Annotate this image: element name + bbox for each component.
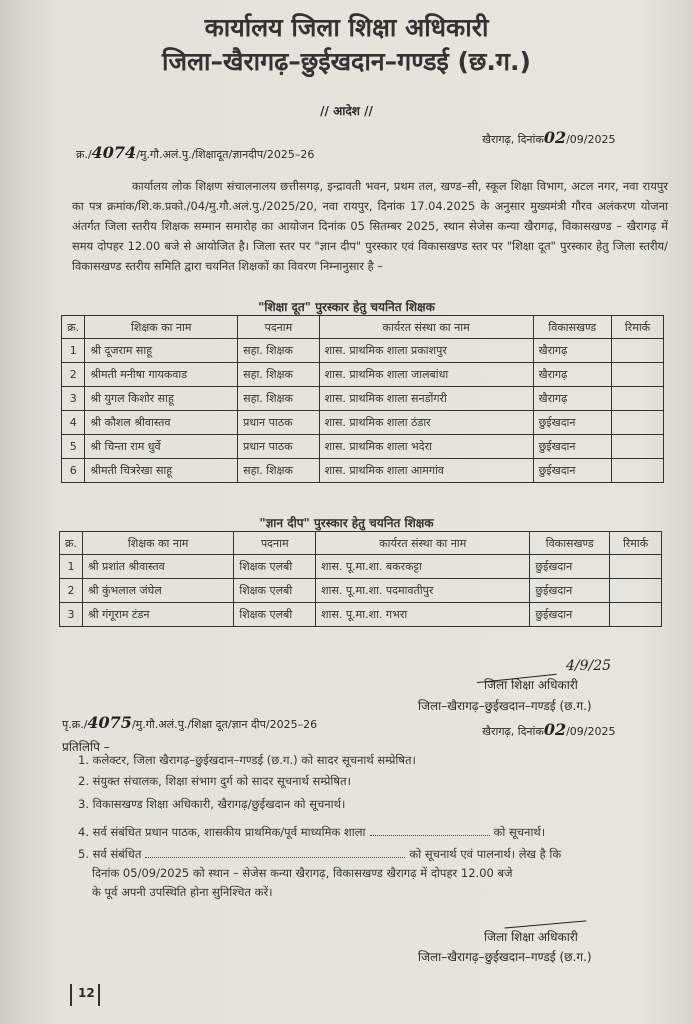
- endorsement-month-year: /09/2025: [566, 725, 616, 738]
- table1-header-cell: कार्यरत संस्था का नाम: [319, 316, 533, 339]
- signature2-designation: जिला शिक्षा अधिकारी: [484, 930, 578, 944]
- table-cell: शास. पू.मा.शा. गभरा: [316, 603, 530, 627]
- ref-number-handwritten: 4074: [91, 143, 137, 162]
- table-cell: छुईखदान: [530, 603, 610, 627]
- table-cell: [610, 579, 662, 603]
- order-body-paragraph: कार्यालय लोक शिक्षण संचालनालय छत्तीसगढ़, इन्द्रावती भवन, प्रथम तल, खण्ड–सी, स्कूल शिक्षा विभाग, अटल नगर, नवा रायपुर का पत्र क्रमांक/शि.क.प्रको./04/मु.गौ.अलं.पु./2025/20, नवा रायपुर, दिनांक 17.04.2025 के अनुसार मुख्यमंत्री गौरव अलंकरण योजना अंतर्गत जिला स्तरीय शिक्षक सम्मान समारोह का आयोजन दिनांक 05 सितम्बर 2025, स्थान सेजेस कन्या खैरागढ़, विकासखण्ड – खैरागढ़ में समय दोपहर 12.00 बजे से आयोजित है। जिला स्तर पर "ज्ञान दीप" पुरस्कार एवं विकासखण्ड स्तर पर "शिक्षा दूत" पुरस्कार हेतु जिला स्तरीय/विकासखण्ड स्तरीय समिति द्वारा चयनित शिक्षकों का विवरण निम्नानुसार है –: [72, 179, 668, 273]
- copy-item-4: [78, 825, 545, 840]
- table-cell: खैरागढ़: [533, 339, 611, 363]
- table-row: [60, 555, 662, 579]
- copy-label: प्रतिलिपि –: [62, 740, 110, 754]
- ref-day-handwritten: 02: [543, 128, 567, 147]
- table-cell: [612, 387, 664, 411]
- table-cell: श्रीमती चित्ररेखा साहू: [85, 459, 238, 483]
- table-cell: शास. प्राथमिक शाला प्रकाशपुर: [319, 339, 533, 363]
- table1-header-cell: क्र.: [62, 316, 85, 339]
- table-cell: सहा. शिक्षक: [238, 363, 319, 387]
- table-cell: [612, 411, 664, 435]
- endorsement-number: [62, 713, 317, 732]
- endorsement-date: [482, 720, 616, 739]
- page-number: 12: [78, 986, 95, 1000]
- copy4-blank-line: [370, 825, 490, 836]
- table-cell: छुईखदान: [533, 411, 611, 435]
- table-cell: शास. प्राथमिक शाला आमगांव: [319, 459, 533, 483]
- copy-item-5: [78, 847, 561, 862]
- table2-header-cell: कार्यरत संस्था का नाम: [316, 532, 530, 555]
- copy5-tail: को सूचनार्थ एवं पालनार्थ। लेख है कि: [409, 847, 562, 861]
- table2-body: [60, 555, 662, 627]
- table-cell: छुईखदान: [530, 555, 610, 579]
- table-row: [62, 339, 664, 363]
- district-heading: जिला–खैरागढ़–छुईखदान–गण्डई (छ.ग.): [162, 47, 531, 76]
- table-cell: श्री कौशल श्रीवास्तव: [85, 411, 238, 435]
- table2-header-cell: क्र.: [60, 532, 83, 555]
- copy-item-2: 2. संयुक्त संचालक, शिक्षा संभाग दुर्ग को सादर सूचनार्थ सम्प्रेषित।: [78, 774, 351, 788]
- table-cell: 4: [62, 411, 85, 435]
- table-cell: 5: [62, 435, 85, 459]
- table-cell: [612, 339, 664, 363]
- copy-item-3: 3. विकासखण्ड शिक्षा अधिकारी, खैरागढ़/छुईखदान को सूचनार्थ।: [78, 797, 346, 811]
- table-cell: [612, 435, 664, 459]
- footer-rule-right: [98, 984, 100, 1006]
- table2-caption: "ज्ञान दीप" पुरस्कार हेतु चयनित शिक्षक: [259, 516, 434, 530]
- office-heading: कार्यालय जिला शिक्षा अधिकारी: [204, 13, 489, 42]
- table-cell: शास. प्राथमिक शाला ठंडार: [319, 411, 533, 435]
- table-cell: श्री गंगूराम टंडन: [82, 603, 233, 627]
- table2-header-cell: रिमार्क: [610, 532, 662, 555]
- table-cell: श्री प्रशांत श्रीवास्तव: [82, 555, 233, 579]
- table2-header-cell: विकासखण्ड: [530, 532, 610, 555]
- copy4-tail: को सूचनार्थ।: [493, 825, 546, 839]
- table-cell: प्रधान पाठक: [238, 411, 319, 435]
- table-cell: शास. प्राथमिक शाला सनडोंगरी: [319, 387, 533, 411]
- table-cell: शास. प्राथमिक शाला जालबांधा: [319, 363, 533, 387]
- copy5-blank-line: [145, 847, 405, 858]
- signature1-district: जिला–खैरागढ़–छुईखदान–गण्डई (छ.ग.): [418, 699, 592, 713]
- table-cell: सहा. शिक्षक: [238, 387, 319, 411]
- table-cell: [612, 459, 664, 483]
- table-cell: शिक्षक एलबी: [234, 579, 316, 603]
- endorsement-day-handwritten: 02: [543, 720, 567, 739]
- table-row: [62, 411, 664, 435]
- table-cell: श्री कुंभलाल जंघेल: [82, 579, 233, 603]
- table1-header-cell: रिमार्क: [612, 316, 664, 339]
- table-cell: [610, 555, 662, 579]
- ref-prefix: क्र./: [76, 148, 92, 161]
- table-cell: छुईखदान: [530, 579, 610, 603]
- copy5-line3: के पूर्व अपनी उपस्थिति होना सुनिश्चित करें।: [92, 885, 273, 899]
- table-cell: 1: [60, 555, 83, 579]
- table-cell: शास. प्राथमिक शाला भदेरा: [319, 435, 533, 459]
- table-cell: श्री चिन्ता राम धुर्वे: [85, 435, 238, 459]
- table-cell: शिक्षक एलबी: [234, 555, 316, 579]
- copy5-text: 5. सर्व संबंधित: [78, 847, 142, 861]
- table-cell: श्री दूजराम साहू: [85, 339, 238, 363]
- copy5-line2: दिनांक 05/09/2025 को स्थान – सेजेस कन्या खैरागढ़, विकासखण्ड खैरागढ़ में दोपहर 12.00 बजे: [92, 866, 513, 880]
- table-row: [62, 363, 664, 387]
- table-cell: [612, 363, 664, 387]
- table-cell: 2: [62, 363, 85, 387]
- ref-date: [482, 128, 616, 147]
- ref-path: /मु.गौ.अलं.पु./शिक्षादूत/ज्ञानदीप/2025–26: [136, 148, 315, 161]
- table-cell: छुईखदान: [533, 435, 611, 459]
- signature1-scribble: 4/9/25: [566, 658, 612, 674]
- table-cell: 6: [62, 459, 85, 483]
- gyan-deep-table: [59, 531, 662, 627]
- copy-item-1: 1. कलेक्टर, जिला खैरागढ़–छुईखदान–गण्डई (छ.ग.) को सादर सूचनार्थ सम्प्रेषित।: [78, 753, 416, 767]
- table-cell: 1: [62, 339, 85, 363]
- table-cell: शिक्षक एलबी: [234, 603, 316, 627]
- shiksha-doot-table: [61, 315, 664, 483]
- footer-rule-left: [70, 984, 72, 1006]
- table1-header-cell: शिक्षक का नाम: [85, 316, 238, 339]
- table1-header-cell: पदनाम: [238, 316, 319, 339]
- table2-header-row: [60, 532, 662, 555]
- table-cell: शास. पू.मा.शा. पदमावतीपुर: [316, 579, 530, 603]
- signature2-stroke: [504, 910, 587, 928]
- endorsement-prefix: पृ.क्र./: [62, 718, 88, 731]
- copy4-text: 4. सर्व संबंधित प्रधान पाठक, शासकीय प्राथमिक/पूर्व माध्यमिक शाला: [78, 825, 366, 839]
- table-cell: छुईखदान: [533, 459, 611, 483]
- table-cell: [610, 603, 662, 627]
- table-cell: श्री युगल किशोर साहू: [85, 387, 238, 411]
- signature2-district: जिला–खैरागढ़–छुईखदान–गण्डई (छ.ग.): [418, 950, 592, 964]
- endorsement-place-date: खैरागढ़, दिनांक: [482, 725, 544, 738]
- table-cell: सहा. शिक्षक: [238, 459, 319, 483]
- table-cell: खैरागढ़: [533, 363, 611, 387]
- table1-header-cell: विकासखण्ड: [533, 316, 611, 339]
- table-cell: 3: [62, 387, 85, 411]
- table-row: [60, 603, 662, 627]
- table1-caption: "शिक्षा दूत" पुरस्कार हेतु चयनित शिक्षक: [258, 300, 435, 314]
- table-row: [62, 459, 664, 483]
- order-title: // आदेश //: [320, 104, 373, 118]
- table-row: [60, 579, 662, 603]
- ref-place-date: खैरागढ़, दिनांक: [482, 133, 544, 146]
- table-row: [62, 387, 664, 411]
- endorsement-number-handwritten: 4075: [87, 713, 132, 732]
- table1-body: [62, 339, 664, 483]
- endorsement-path: /मु.गौ.अलं.पु./शिक्षा दूत/ज्ञान दीप/2025–26: [131, 718, 318, 731]
- table-cell: शास. पू.मा.शा. बकरकट्टा: [316, 555, 530, 579]
- table-cell: सहा. शिक्षक: [238, 339, 319, 363]
- table1-header-row: [62, 316, 664, 339]
- table-cell: खैरागढ़: [533, 387, 611, 411]
- table-cell: प्रधान पाठक: [238, 435, 319, 459]
- ref-month-year: /09/2025: [566, 133, 616, 146]
- table2-header-cell: पदनाम: [234, 532, 316, 555]
- table-cell: 2: [60, 579, 83, 603]
- table2-header-cell: शिक्षक का नाम: [82, 532, 233, 555]
- reference-number: [76, 143, 314, 162]
- table-cell: 3: [60, 603, 83, 627]
- table-row: [62, 435, 664, 459]
- table-cell: श्रीमती मनीषा गायकवाड: [85, 363, 238, 387]
- signature1-designation: जिला शिक्षा अधिकारी: [484, 678, 578, 692]
